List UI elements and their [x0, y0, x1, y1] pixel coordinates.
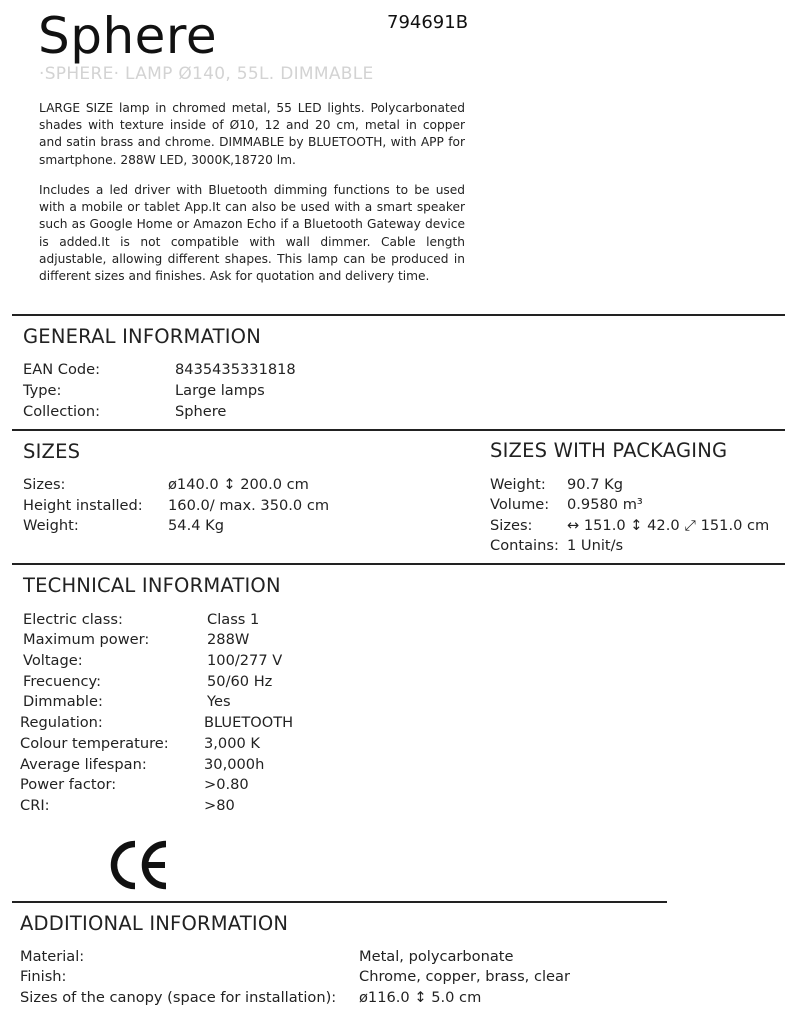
- tech-value: 3,000 K: [204, 735, 260, 752]
- additional-label: Material:: [20, 948, 85, 965]
- tech-label: Frecuency:: [23, 673, 102, 690]
- info-label: EAN Code:: [23, 361, 101, 378]
- section-divider: [12, 901, 667, 903]
- size-value: 54.4 Kg: [168, 517, 224, 534]
- tech-value: 100/277 V: [207, 652, 283, 669]
- section-divider: [12, 429, 785, 431]
- description-paragraph-1: LARGE SIZE lamp in chromed metal, 55 LED lights. Polycarbonated shades with texture inside of Ø10, 12 and 20 cm, metal in copper and satin brass and chrome. DIMMABLE by BLUETOOTH, with APP for smartphone. 288W LED, 3000K,18720 lm.: [39, 101, 465, 167]
- size-label: Weight:: [23, 517, 79, 534]
- tech-label: Dimmable:: [23, 693, 103, 710]
- tech-value: >80: [204, 797, 235, 814]
- packaging-value: 90.7 Kg: [567, 476, 623, 493]
- section-divider: [12, 563, 785, 565]
- additional-label: Sizes of the canopy (space for installation):: [20, 989, 337, 1006]
- additional-heading: ADDITIONAL INFORMATION: [20, 912, 289, 935]
- tech-label: Electric class:: [23, 611, 123, 628]
- additional-value: ø116.0 ↕ 5.0 cm: [359, 989, 482, 1006]
- size-value: 160.0/ max. 350.0 cm: [168, 497, 330, 514]
- product-title: Sphere: [38, 7, 218, 65]
- tech-label: Power factor:: [20, 776, 117, 793]
- tech-label: Maximum power:: [23, 631, 150, 648]
- packaging-value: 0.9580 m³: [567, 496, 643, 513]
- size-label: Sizes:: [23, 476, 66, 493]
- packaging-value: ↔ 151.0 ↕ 42.0 ⤢ 151.0 cm: [567, 517, 770, 534]
- sizes-heading: SIZES: [23, 440, 81, 463]
- tech-label: CRI:: [20, 797, 50, 814]
- packaging-label: Sizes:: [490, 517, 533, 534]
- tech-value: 30,000h: [204, 756, 265, 773]
- tech-value: BLUETOOTH: [204, 714, 294, 731]
- packaging-label: Weight:: [490, 476, 546, 493]
- info-label: Collection:: [23, 403, 101, 420]
- packaging-label: Contains:: [490, 537, 559, 554]
- tech-value: Class 1: [207, 611, 260, 628]
- tech-label: Regulation:: [20, 714, 103, 731]
- size-value: ø140.0 ↕ 200.0 cm: [168, 476, 309, 493]
- product-reference: 794691B: [387, 12, 469, 33]
- size-label: Height installed:: [23, 497, 143, 514]
- packaging-heading: SIZES WITH PACKAGING: [490, 439, 728, 462]
- tech-label: Voltage:: [23, 652, 83, 669]
- technical-heading: TECHNICAL INFORMATION: [23, 574, 281, 597]
- tech-value: Yes: [207, 693, 231, 710]
- info-value: Sphere: [175, 403, 227, 420]
- tech-label: Average lifespan:: [20, 756, 147, 773]
- additional-label: Finish:: [20, 968, 67, 985]
- additional-value: Metal, polycarbonate: [359, 948, 514, 965]
- tech-label: Colour temperature:: [20, 735, 169, 752]
- info-value: Large lamps: [175, 382, 265, 399]
- tech-value: >0.80: [204, 776, 249, 793]
- ce-mark-icon: [108, 838, 172, 892]
- info-value: 8435435331818: [175, 361, 296, 378]
- tech-value: 50/60 Hz: [207, 673, 273, 690]
- product-subtitle: ·SPHERE· LAMP Ø140, 55L. DIMMABLE: [39, 64, 374, 84]
- description-paragraph-2: Includes a led driver with Bluetooth dimming functions to be used with a mobile or tablet App.It can also be used with a smart speaker such as Google Home or Amazon Echo if a Bluetooth Gateway device is added.It is not compatible with wall dimmer. Cable length adjustable, allowing different shapes. This lamp can be produced in different sizes and finishes. Ask for quotation and delivery time.: [39, 183, 465, 284]
- packaging-label: Volume:: [490, 496, 550, 513]
- general-info-heading: GENERAL INFORMATION: [23, 325, 261, 348]
- additional-value: Chrome, copper, brass, clear: [359, 968, 570, 985]
- section-divider: [12, 314, 785, 316]
- packaging-value: 1 Unit/s: [567, 537, 624, 554]
- info-label: Type:: [23, 382, 62, 399]
- tech-value: 288W: [207, 631, 250, 648]
